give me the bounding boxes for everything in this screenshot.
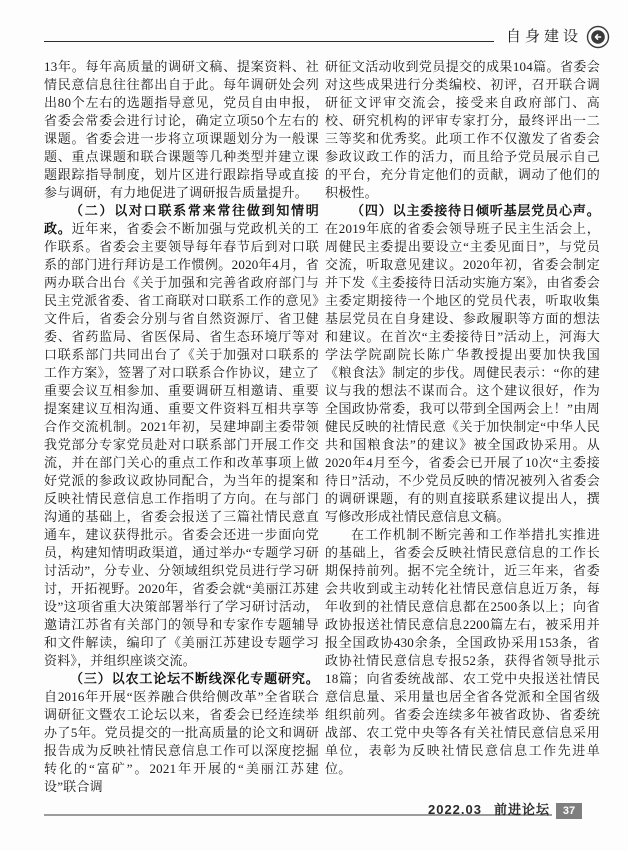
- paragraph-section-4: [325, 202, 600, 526]
- section-heading: （二）以对口联系常来常往做到知情明政。: [44, 203, 319, 236]
- paragraph-section-2: [44, 202, 319, 670]
- right-column: [325, 58, 600, 800]
- paragraph-summary: [325, 526, 600, 778]
- footer-issue-journal: [250, 799, 550, 818]
- section-title: 自身建设: [505, 28, 582, 45]
- paragraph-text: 研征文活动收到党员提交的成果104篇。省委会对这些成果进行分类编校、初评，召开联合调研征文评审交流会，接受来自政府部门、高校、研究机构的评审专家打分，最终评出一二三等奖和优秀奖。此项工作不仅激发了省委会参政议政工作的活力，而且给予党员展示自己的平台，充分肯定他们的贡献，调动了他们的积极性。: [325, 59, 600, 200]
- page-header: [44, 22, 610, 46]
- paragraph-text: 13年。每年高质量的调研文稿、提案资料、社情民意信息往往都出自于此。每年调研处会列出80个左右的选题指导意见，党员自由申报，省委会常委会进行讨论，确定立项50个左右的课题。省委会进一步将立项课题划分为一般课题、重点课题和联合课题等几种类型并建立课题跟踪指导制度，划片区进行跟踪指导或直接参与调研，有力地促进了调研报告质量提升。: [44, 59, 319, 200]
- page-number-badge: 37: [556, 803, 582, 819]
- paragraph-continuation: [44, 58, 319, 202]
- left-column: [44, 58, 319, 800]
- header-rule: [44, 41, 494, 42]
- paragraph-text: 近年来，省委会不断加强与党政机关的工作联系。省委会主要领导每年春节后到对口联系的部门进行拜访是工作惯例。2020年4月，省两办联合出台《关于加强和完善省政府部门与民主党派省委、省工商联对口联系工作的意见》文件后，省委会分别与省自然资源厅、省卫健委、省药监局、省医保局、省生态环境厅等对口联系部门共同出台了《关于加强对口联系的工作方案》，签署了对口联系合作协议，建立了重要会议互相参加、重要调研互相邀请、重要提案建议互相沟通、重要文件资料互相共享等合作交流机制。2021年初，吴建坤副主委带领我党部分专家党员赴对口联系部门开展工作交流，并在部门关心的重点工作和改革事项上做好党派的参政议政协同配合，为当年的提案和反映社情民意信息工作指明了方向。在与部门沟通的基础上，省委会报送了三篇社情民意直通车，建议获得批示。省委会还进一步面向党员，构建知情明政渠道，通过举办“专题学习研讨活动”，分专业、分领域组织党员进行学习研讨，开拓视野。2020年，省委会就“美丽江苏建设”这项省重大决策部署举行了学习研讨活动，邀请江苏省有关部门的领导和专家作专题辅导和文件解读，编印了《美丽江苏建设专题学习资料》，并组织座谈交流。: [44, 221, 319, 668]
- section-heading: （四）以主委接待日倾听基层党员心声。: [351, 203, 600, 218]
- paragraph-continuation: [325, 58, 600, 202]
- paragraph-section-3: [44, 670, 319, 796]
- back-arrow-circle-icon: [586, 25, 610, 49]
- paragraph-text: 在2019年底的省委会领导班子民主生活会上，周健民主委提出要设立“主委见面日”，与党员交流，听取意见建议。2020年初，省委会制定并下发《主委接待日活动实施方案》，由省委会主委定期接待一个地区的党员代表，听取收集基层党员在自身建设、参政履职等方面的想法和建议。在首次“主委接待日”活动上，河海大学法学院副院长陈广华教授提出要加快我国《粮食法》制定的步伐。周健民表示：“你的建议与我的想法不谋而合。这个建议很好，作为全国政协常委，我可以带到全国两会上！”由周健民反映的社情民意《关于加快制定“中华人民共和国粮食法”的建议》被全国政协采用。从2020年4月至今，省委会已开展了10次“主委接待日”活动，不少党员反映的情况被列入省委会的调研课题，有的则直接联系建议提出人，撰写修改形成社情民意信息文稿。: [325, 221, 600, 524]
- article-body: [44, 58, 600, 800]
- paragraph-text: 自2016年开展“医养融合供给侧改革”全省联合调研征文暨农工论坛以来，省委会已经连续举办了5年。党员提交的一批高质量的论文和调研报告成为反映社情民意信息工作可以深度挖掘转化的“富矿”。2021年开展的“美丽江苏建设”联合调: [44, 689, 319, 794]
- section-heading: （三）以农工论坛不断线深化专题研究。: [70, 671, 319, 686]
- journal-name: 前进论坛: [493, 802, 550, 817]
- paragraph-text: 在工作机制不断完善和工作举措扎实推进的基础上，省委会反映社情民意信息的工作长期保持前列。据不完全统计，近三年来，省委会共收到或主动转化社情民意信息近万条，每年收到的社情民意信息都在2500条以上；向省政协报送社情民意信息2200篇左右，被采用并报全国政协430余条，全国政协采用153条，省政协社情民意信息专报52条，获得省领导批示18篇；向省委统战部、农工党中央报送社情民意信息量、采用量也居全省各党派和全国省级组织前列。省委会连续多年被省政协、省委统战部、农工党中央等各有关社情民意信息采用单位，表彰为反映社情民意信息工作先进单位。: [325, 527, 600, 776]
- issue-number: 2022.03: [427, 802, 482, 817]
